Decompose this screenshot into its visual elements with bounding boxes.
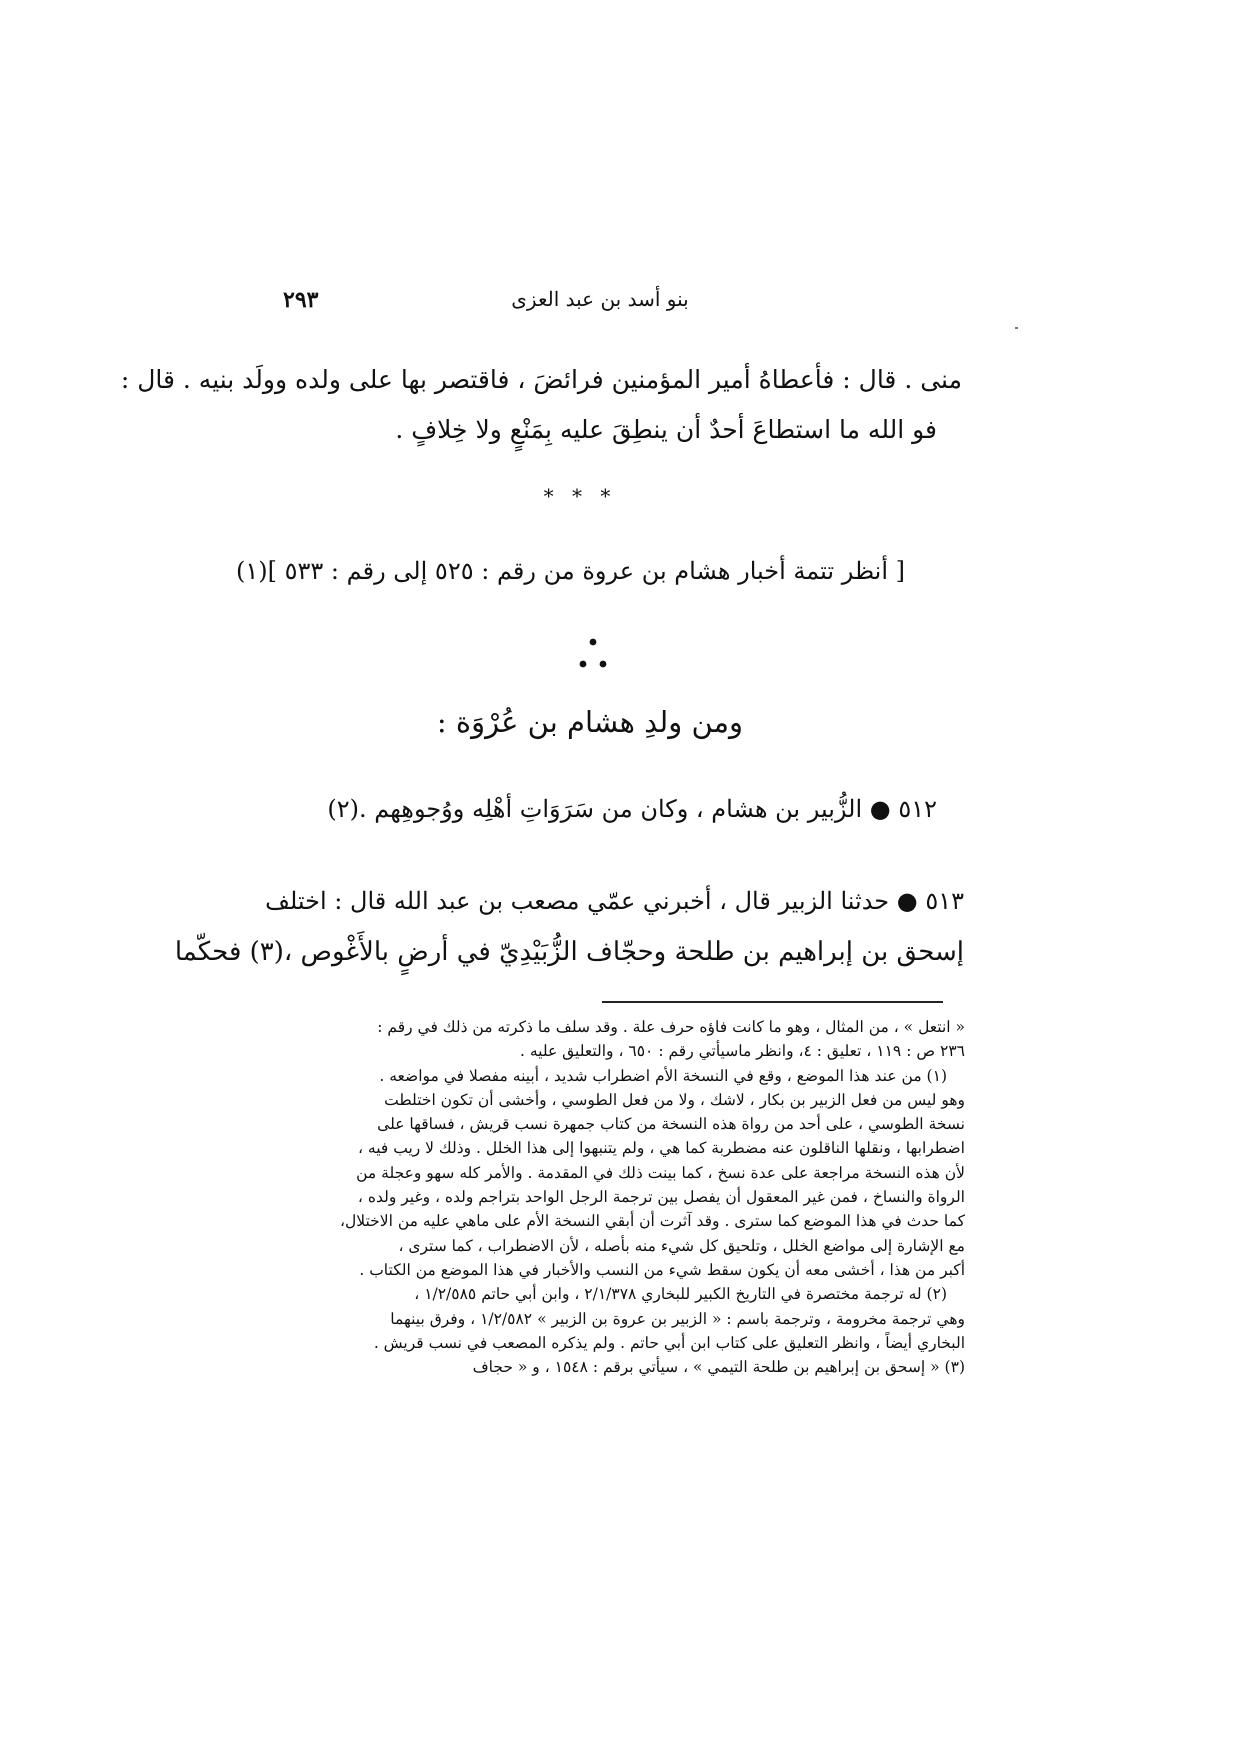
footnote-1-line: (١) من عند هذا الموضع ، وقع في النسخة الأم اضطراب شديد ، أبينه مفصلا في مواضعه . — [379, 1066, 947, 1085]
footnote-2-line: البخاري أيضاً ، وانظر التعليق على كتاب ابن أبي حاتم . ولم يذكره المصعب في نسب قريش . — [373, 1333, 965, 1352]
triple-star-ornament — [573, 636, 613, 676]
entry-513-line-2: إسحق بن إبراهيم بن طلحة وحجّاف الزُّبَيْدِيّ في أرضٍ بالأَغْوص ،(٣) فحكّما — [174, 937, 964, 967]
footnote-1-line: كما حدث في هذا الموضع كما سترى . وقد آثرت أن أبقي النسخة الأم على ماهي عليه من الاختلال، — [339, 1212, 965, 1231]
footnote-1-line: مع الإشارة إلى مواضع الخلل ، وتلحيق كل شيء منه بأصله ، لأن الاضطراب ، كما سترى ، — [398, 1236, 965, 1255]
footnote-2-line: (٢) له ترجمة مختصرة في التاريخ الكبير للبخاري ٢/١/٣٧٨ ، وابن أبي حاتم ١/٢/٥٨٥ ، — [414, 1285, 947, 1304]
footnotes — [265, 1015, 965, 1379]
footnote-1-line: نسخة الطوسي ، على أحد من رواة هذه النسخة من كتاب جمهرة نسب قريش ، فساقها على — [377, 1115, 965, 1134]
footnote-1-line: وهو ليس من فعل الزبير بن بكار ، لاشك ، ولا من فعل الطوسي ، وأخشى أن تكون اختلطت — [384, 1090, 965, 1109]
footnote-2-line: وهي ترجمة مخرومة ، وترجمة باسم : « الزبير بن عروة بن الزبير » ١/٢/٥٨٢ ، وفرق بينهما — [390, 1309, 965, 1328]
footnote-continued-line: « انتعل » ، من المثال ، وهو ما كانت فاؤه حرف علة . وقد سلف ما ذكرته من ذلك في رقم : — [377, 1018, 965, 1036]
entry-513-line-1: ٥١٣ ● حدثنا الزبير قال ، أخبرني عمّي مصعب بن عبد الله قال : اختلف — [265, 887, 964, 915]
running-title: بنو أسد بن عبد العزى — [511, 287, 689, 311]
section-heading: ومن ولدِ هشام بن عُرْوَة : — [436, 705, 744, 739]
body-line-2: فو الله ما استطاعَ أحدٌ أن ينطِقَ عليه بِمَنْعٍ ولا خِلافٍ . — [395, 415, 937, 444]
footnote-1-line: أكبر من هذا ، أخشى معه أن يكون سقط شيء من النسب والأخبار في هذا الموضع من الكتاب . — [359, 1260, 965, 1279]
footnote-1-line: الرواة والنساخ ، فمن غير المعقول أن يفصل بين ترجمة الرجل الواحد بتراجم ولده ، وغير ولده ، — [357, 1188, 965, 1207]
footnote-3-line: (٣) « إسحق بن إبراهيم بن طلحة التيمي » ، سيأتي برقم : ١٥٤٨ ، و « حجاف — [472, 1358, 965, 1377]
entry-512: ٥١٢ ● الزُّبير بن هشام ، وكان من سَرَوَاتِ أهْلِه ووُجوهِهم .(٢) — [327, 795, 937, 823]
footnote-continued-line: ٢٣٦ ص : ١١٩ ، تعليق : ٤، وانظر ماسيأتي رقم : ٦٥٠ ، والتعليق عليه . — [519, 1042, 965, 1061]
scan-speck — [1015, 327, 1018, 329]
footnote-1-line: لأن هذه النسخة مراجعة على عدة نسخ ، كما بينت ذلك في المقدمة . والأمر كله سهو وعجلة من — [356, 1163, 965, 1182]
body-line-1: منى . قال : فأعطاهُ أمير المؤمنين فرائضَ ، فاقتصر بها على ولده وولَد بنيه . قال : — [120, 365, 962, 394]
cross-reference-note: [ أنظر تتمة أخبار هشام بن عروة من رقم : ٥٢٥ إلى رقم : ٥٣٣ ](١) — [236, 557, 905, 585]
page-number: ٢٩٣ — [283, 287, 319, 313]
footnote-separator — [602, 1001, 943, 1003]
section-separator-stars: * * * — [543, 484, 617, 508]
footnote-1-line: اضطرابها ، ونقلها الناقلون عنه مضطربة كما هي ، ولم يتنبهوا إلى هذا الخلل . وذلك لا ريب فيه ، — [357, 1139, 965, 1158]
